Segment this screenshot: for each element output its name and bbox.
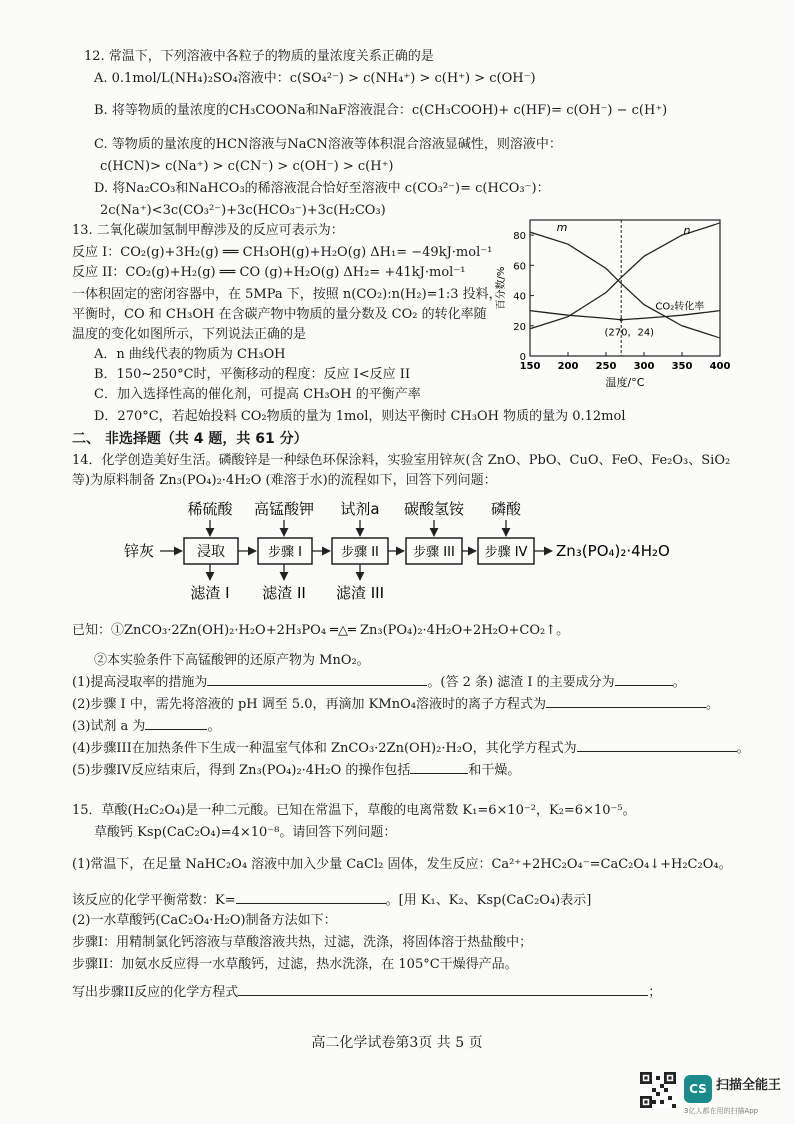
annotation-label: (270，24) <box>604 327 655 339</box>
q12-option-a: A. 0.1mol/L(NH₄)₂SO₄溶液中：c(SO₄²⁻) > c(NH₄⁺) > c(H⁺) > c(OH⁻) <box>94 71 536 86</box>
flow-step-0: 浸取 <box>197 544 225 560</box>
y-tick-label: 0 <box>519 352 526 363</box>
series-label-n: n <box>683 224 691 238</box>
section-2-title: 二、 非选择题（共 4 题，共 61 分） <box>72 431 308 447</box>
q14-subq-4 <box>72 738 750 758</box>
q15-k-text-a: 该反应的化学平衡常数：K= <box>72 893 236 908</box>
flow-start: 锌灰 <box>124 542 155 560</box>
q14-paragraph-1: 14．化学创造美好生活。磷酸锌是一种绿色环保涂料，实验室用锌灰(含 ZnO、PbO、CuO、FeO、Fe₂O₃、SiO₂ <box>72 453 731 468</box>
q14-subq-4-text: (4)步骤III在加热条件下生成一种温室气体和 ZnCO₃·2Zn(OH)₂·H₂O，其化学方程式为 <box>72 741 577 756</box>
q14-subq-2-text: (2)步骤 I 中，需先将溶液的 pH 调至 5.0，再滴加 KMnO₄溶液时的离子方程式为 <box>72 697 546 712</box>
answer-blank[interactable] <box>577 738 737 752</box>
q13-paragraph-2: 平衡时，CO 和 CH₃OH 在含碳产物中物质的量分数及 CO₂ 的转化率随 <box>72 307 487 322</box>
answer-blank[interactable] <box>207 672 427 686</box>
q15-equation-text: 写出步骤II反应的化学方程式 <box>72 985 239 1000</box>
q14-known-1: 已知：①ZnCO₃·2Zn(OH)₂·H₂O+2H₃PO₄ ═△═ Zn₃(PO₄)₂·4H₂O+2H₂O+CO₂↑。 <box>72 623 570 638</box>
flow-step-4: 步骤 IV <box>484 545 528 560</box>
answer-blank[interactable] <box>145 716 207 730</box>
q12-option-d-expr: 2c(Na⁺)<3c(CO₃²⁻)+3c(HCO₃⁻)+3c(H₂CO₃) <box>100 203 386 218</box>
flow-step-3: 步骤 III <box>413 545 455 560</box>
q13-paragraph-3: 温度的变化如图所示，下列说法正确的是 <box>72 327 307 342</box>
q14-paragraph-2: 等)为原料制备 Zn₃(PO₄)₂·4H₂O (难溶于水)的流程如下，回答下列问题： <box>72 473 497 488</box>
q14-subq-3 <box>72 716 220 736</box>
x-tick-label: 300 <box>633 361 655 372</box>
q13-reaction-1: 反应 I：CO₂(g)+3H₂(g) ══ CH₃OH(g)+H₂O(g) ΔH₁= −49kJ·mol⁻¹ <box>72 245 493 260</box>
q14-subq-3-text: (3)试剂 a 为 <box>72 719 146 734</box>
answer-blank[interactable] <box>546 694 706 708</box>
q14-subq-2-end: 。 <box>705 697 719 712</box>
flow-product: Zn₃(PO₄)₂·4H₂O <box>556 542 670 560</box>
y-tick-label: 60 <box>513 261 526 273</box>
q15-k-text-b: 。[用 K₁、K₂、Ksp(CaC₂O₄)表示] <box>385 893 592 908</box>
flow-step-1: 步骤 I <box>268 545 302 560</box>
q13-option-d: D．270°C，若起始投料 CO₂物质的量为 1mol，则达平衡时 CH₃OH 物质的量为 0.12mol <box>94 409 626 424</box>
series-line-n <box>530 223 720 329</box>
flow-residue-2: 滤渣 III <box>335 584 385 602</box>
series-label-co2: CO₂转化率 <box>655 301 705 313</box>
q14-subq-1 <box>72 672 686 692</box>
q12-stem: 12. 常温下，下列溶液中各粒子的物质的量浓度关系正确的是 <box>84 49 434 64</box>
flow-residue-1: 滤渣 II <box>262 584 306 602</box>
q15-equation <box>72 982 661 1002</box>
q13-stem: 13. 二氧化碳加氢制甲醇涉及的反应可表示为： <box>72 223 344 238</box>
q13-reaction-2: 反应 II：CO₂(g)+H₂(g) ══ CO (g)+H₂O(g) ΔH₂= +41kJ·mol⁻¹ <box>72 265 466 280</box>
q15-paragraph-1: 15．草酸(H₂C₂O₄)是一种二元酸。已知在常温下，草酸的电离常数 K₁=6×10⁻²，K₂=6×10⁻⁵。 <box>72 803 636 818</box>
q12-option-d: D. 将Na₂CO₃和NaHCO₃的稀溶液混合恰好至溶液中 c(CO₃²⁻)= c(HCO₃⁻)： <box>94 181 550 196</box>
q14-subq-1-text-b: 。(答 2 条) 滤渣 I 的主要成分为 <box>427 675 615 690</box>
q15-step-2: 步骤II：加氨水反应得一水草酸钙，过滤，热水洗涤，在 105°C干燥得产品。 <box>72 957 518 972</box>
answer-blank[interactable] <box>410 760 468 774</box>
x-tick-label: 200 <box>557 361 579 372</box>
q12-option-b: B. 将等物质的量浓度的CH₃COONa和NaF溶液混合：c(CH₃COOH)+ c(HF)= c(OH⁻) − c(H⁺) <box>94 103 668 118</box>
series-label-m: m <box>556 221 568 235</box>
q14-flowchart <box>120 498 720 606</box>
y-axis-label: 百分数/% <box>496 266 507 310</box>
q12-option-c: C. 等物质的量浓度的HCN溶液与NaCN溶液等体积混合溶液显碱性，则溶液中： <box>94 137 562 152</box>
scanner-tagline: 3亿人都在用的扫描App <box>684 1107 759 1115</box>
page-footer: 高二化学试卷第3页 共 5 页 <box>311 1035 483 1051</box>
q14-subq-5 <box>72 760 520 780</box>
q15-subq-2: (2)一水草酸钙(CaC₂O₄·H₂O)制备方法如下： <box>72 913 337 928</box>
x-axis-label: 温度/°C <box>605 376 645 389</box>
q15-subq-1: (1)常温下，在足量 NaHC₂O₄ 溶液中加入少量 CaCl₂ 固体，发生反应：Ca²⁺+2HC₂O₄⁻=CaC₂O₄↓+H₂C₂O₄。 <box>72 857 732 872</box>
q15-k-expression <box>72 890 591 910</box>
q14-subq-4-end: 。 <box>736 741 750 756</box>
q14-subq-1-end: 。 <box>672 675 686 690</box>
q15-step-1: 步骤I：用精制氯化钙溶液与草酸溶液共热，过滤，洗涤，将固体溶于热盐酸中； <box>72 935 533 950</box>
y-tick-label: 40 <box>513 291 526 303</box>
answer-blank[interactable] <box>238 982 648 996</box>
q12-option-c-expr: c(HCN)> c(Na⁺) > c(CN⁻) > c(OH⁻) > c(H⁺) <box>100 159 394 174</box>
q13-option-b: B．150~250°C时，平衡移动的程度：反应 I<反应 II <box>94 367 411 382</box>
q14-subq-3-end: 。 <box>207 719 221 734</box>
q14-subq-5-text-b: 和干燥。 <box>468 763 521 778</box>
q15-equation-end: ； <box>648 985 662 1000</box>
q13-paragraph-1: 一体积固定的密闭容器中，在 5MPa 下，按照 n(CO₂):n(H₂)=1:3 投料， <box>72 287 502 302</box>
qr-code-icon <box>640 1072 676 1108</box>
flow-reagent-3: 碳酸氢铵 <box>403 500 465 518</box>
flow-reagent-1: 高锰酸钾 <box>253 500 315 518</box>
flow-reagent-0: 稀硫酸 <box>187 500 233 518</box>
answer-blank[interactable] <box>615 672 673 686</box>
q13-option-a: A．n 曲线代表的物质为 CH₃OH <box>94 347 286 362</box>
flow-step-2: 步骤 II <box>341 545 379 560</box>
q13-option-c: C．加入选择性高的催化剂，可提高 CH₃OH 的平衡产率 <box>94 387 421 402</box>
x-tick-label: 400 <box>709 361 731 372</box>
q14-subq-2 <box>72 694 719 714</box>
y-tick-label: 20 <box>513 321 526 333</box>
scanner-app-name: 扫描全能王 <box>716 1078 782 1093</box>
scanner-logo-icon: CS <box>684 1075 712 1103</box>
y-tick-label: 80 <box>513 231 526 243</box>
x-tick-label: 350 <box>671 361 693 372</box>
q14-subq-5-text-a: (5)步骤IV反应结束后，得到 Zn₃(PO₄)₂·4H₂O 的操作包括 <box>72 763 411 778</box>
flow-residue-0: 滤渣 I <box>190 584 230 602</box>
series-line-m <box>530 232 720 338</box>
x-tick-label: 150 <box>519 361 541 372</box>
answer-blank[interactable] <box>236 890 386 904</box>
x-tick-label: 250 <box>595 361 617 372</box>
flow-reagent-4: 磷酸 <box>490 500 522 518</box>
q15-paragraph-2: 草酸钙 Ksp(CaC₂O₄)=4×10⁻⁸。请回答下列问题： <box>94 825 397 840</box>
q14-subq-1-text-a: (1)提高浸取率的措施为 <box>72 675 208 690</box>
annotation-point <box>620 318 623 321</box>
flow-reagent-2: 试剂a <box>340 500 380 518</box>
q14-known-2: ②本实验条件下高锰酸钾的还原产物为 MnO₂。 <box>94 653 370 668</box>
q13-chart <box>490 212 740 392</box>
